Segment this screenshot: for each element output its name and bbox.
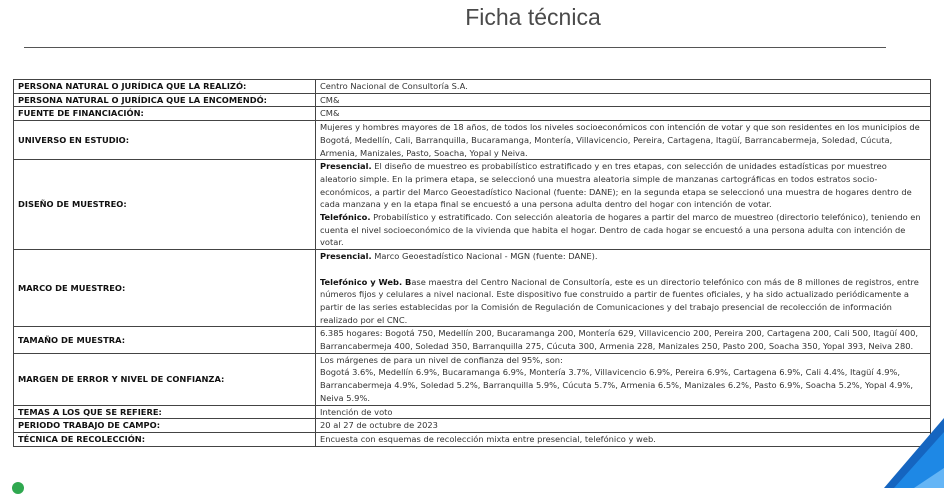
row-value: Mujeres y hombres mayores de 18 años, de todos los niveles socioeconómicos con intención de votar y que son residentes en los municipios de Bogotá, Medellín, Cali, Barranquilla, Bucaramanga, Montería, Villavicencio, Pereira, Cartagena, Itagüí, Barrancabermeja, Soledad, Cúcuta, Armenia, Manizales, Pasto, Soacha, Yopal y Neiva. [316,121,931,160]
row-value: Centro Nacional de Consultoría S.A. [316,80,931,94]
diseno-presencial [320,160,926,211]
title-divider [24,47,886,48]
diseno-presencial-heading: Presencial. [320,161,372,172]
marco-web-heading: Telefónico y Web. B [320,276,412,287]
row-value: 20 al 27 de octubre de 2023 [316,419,931,433]
row-label: MARGEN DE ERROR Y NIVEL DE CONFIANZA: [14,353,316,405]
marco-web-text: ase maestra del Centro Nacional de Consultoría, este es un directorio telefónico con más de 8 millones de registros, entre números fijos y celulares a nivel nacional. Este dispositivo fue construido a partir de fuentes oficiales, y ha sido actualizado periódicamente a partir de las series establecidas por la Comisión de Regulación de Comunicaciones y del trabajo presencial de recolección de información realizado por el CNC. [320,276,919,325]
margen-intro: Los márgenes de para un nivel de confianza del 95%, son: [320,354,563,365]
table-row [14,432,931,446]
marco-presencial-text: Marco Geoestadístico Nacional - MGN (fuente: DANE). [371,251,598,262]
row-value: CM& [316,107,931,121]
table-row [14,93,931,107]
marco-presencial [320,250,926,263]
table-row [14,121,931,160]
table-row [14,405,931,419]
logo-dot-icon [12,482,24,494]
row-label: PERIODO TRABAJO DE CAMPO: [14,419,316,433]
page-title: Ficha técnica [465,4,601,30]
diseno-telefonico-heading: Telefónico. [320,212,371,223]
table-row [14,160,931,250]
marco-presencial-heading: Presencial. [320,251,372,262]
spacer [320,263,926,276]
row-label: PERSONA NATURAL O JURÍDICA QUE LA ENCOMENDÓ: [14,93,316,107]
table-row [14,327,931,353]
table-row [14,107,931,121]
row-value: Encuesta con esquemas de recolección mixta entre presencial, telefónico y web. [316,432,931,446]
marco-web [320,276,926,327]
row-label: DISEÑO DE MUESTREO: [14,160,316,250]
table-row [14,419,931,433]
row-value [316,160,931,250]
diseno-telefonico [320,211,926,249]
diseno-telefonico-text: Probabilístico y estratificado. Con selección aleatoria de hogares a partir del marco de muestreo (directorio telefónico), teniendo en cuenta el nivel socioeconómico de la vivienda que habita el hogar. Dentro de cada hogar se encuestó a una persona adulta con intención de votar. [320,212,921,248]
row-label: MARCO DE MUESTREO: [14,250,316,327]
diseno-presencial-text: El diseño de muestreo es probabilístico estratificado y en tres etapas, con selección de unidades estadísticas por muestreo aleatorio simple. En la primera etapa, se seleccionó una muestra aleatoria simple de manzanas cartográficas en todos estratos socio-económicos, a partir del Marco Geoestadístico Nacional (fuente: DANE); en la segunda etapa se seleccionó una muestra de hogares dentro de cada manzana y en la etapa final se encuestó a una persona adulta dentro del hogar con intención de votar. [320,161,912,210]
row-value: 6.385 hogares: Bogotá 750, Medellín 200, Bucaramanga 200, Montería 629, Villavicencio 200, Pereira 200, Cartagena 200, Cali 500, Itagüí 400, Barrancabermeja 400, Soledad 350, Barranquilla 275, Cúcuta 300, Armenia 228, Manizales 250, Pasto 200, Soacha 350, Yopal 393, Neiva 280. [316,327,931,353]
margen-values: Bogotá 3.6%, Medellín 6.9%, Bucaramanga 6.9%, Montería 3.7%, Villavicencio 6.9%, Pereira 6.9%, Cartagena 6.9%, Cali 4.4%, Itagüí 4.9%, Barrancabermeja 4.9%, Soledad 5.2%, Barranquilla 5.9%, Cúcuta 5.7%, Armenia 6.5%, Manizales 6.2%, Pasto 6.9%, Soacha 5.2%, Yopal 4.9%, Neiva 5.9%. [320,367,913,403]
table-row [14,250,931,327]
row-value [316,250,931,327]
row-value [316,353,931,405]
row-label: TÉCNICA DE RECOLECCIÓN: [14,432,316,446]
row-label: PERSONA NATURAL O JURÍDICA QUE LA REALIZÓ: [14,80,316,94]
row-label: TEMAS A LOS QUE SE REFIERE: [14,405,316,419]
corner-decoration-icon [884,418,944,488]
table-row [14,80,931,94]
row-label: UNIVERSO EN ESTUDIO: [14,121,316,160]
row-value: Intención de voto [316,405,931,419]
row-label: TAMAÑO DE MUESTRA: [14,327,316,353]
row-value: CM& [316,93,931,107]
ficha-tecnica-table [13,79,931,447]
row-label: FUENTE DE FINANCIACIÓN: [14,107,316,121]
table-row [14,353,931,405]
